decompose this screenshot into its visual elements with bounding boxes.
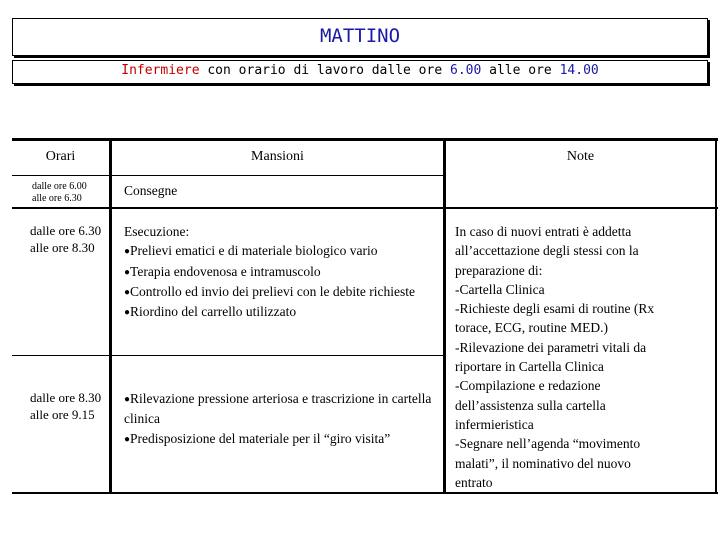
row2-intro: Esecuzione:: [124, 224, 190, 239]
note-line: -Compilazione e redazione: [455, 378, 601, 394]
bullet-icon: ●: [124, 307, 131, 319]
row-divider-2: [12, 207, 718, 209]
row3-time-to: alle ore 9.15: [30, 407, 95, 422]
bullet-icon: ●: [124, 266, 131, 278]
subtitle-start: 6.00: [450, 63, 482, 78]
list-item: ●Riordino del carrello utilizzato: [124, 304, 297, 320]
subtitle-to: alle ore: [489, 63, 552, 78]
note-line: malati”, il nominativo del nuovo: [455, 455, 631, 471]
row1-task: Consegne: [124, 183, 178, 198]
bullet-icon: ●: [124, 433, 131, 445]
bullet-icon: ●: [124, 394, 131, 405]
row2-tasks: [124, 222, 442, 322]
header-note: Note: [566, 149, 595, 164]
subtitle-mid: con orario di lavoro dalle ore: [207, 63, 443, 78]
row2-time-to: alle ore 8.30: [30, 240, 95, 255]
row-divider-3: [12, 355, 446, 356]
note-line: preparazione di:: [455, 262, 543, 278]
header-mansioni: Mansioni: [251, 149, 304, 164]
row-divider-1: [12, 175, 446, 176]
note-line: -Segnare nell’agenda “movimento: [455, 436, 641, 452]
list-item: ●Controllo ed invio dei prelievi con le debite richieste: [124, 283, 415, 299]
col-divider-right: [715, 138, 717, 494]
note-line: dell’assistenza sulla cartella: [455, 397, 606, 413]
header-orari: Orari: [45, 149, 76, 164]
subtitle-end: 14.00: [559, 63, 599, 78]
note-line: infermieristica: [455, 416, 534, 432]
table-bottom-border: [12, 492, 718, 494]
list-item: ●Rilevazione pressione arteriosa e trascrizione in cartella clinica: [124, 391, 432, 427]
col-divider-1: [109, 138, 112, 494]
page-title: MATTINO: [319, 25, 401, 47]
row3-tasks: [124, 389, 442, 449]
subtitle-box: [12, 60, 708, 84]
note-line: torace, ECG, routine MED.): [455, 320, 608, 336]
note-line: -Richieste degli esami di routine (Rx: [455, 301, 655, 317]
row2-time: [30, 222, 108, 256]
note-line: entrato: [455, 474, 493, 490]
row3-time-from: dalle ore 8.30: [30, 390, 102, 405]
bullet-icon: ●: [124, 246, 131, 258]
list-item: ●Terapia endovenosa e intramuscolo: [124, 263, 321, 279]
table-top-border: [12, 138, 718, 141]
subtitle: [13, 63, 707, 78]
notes-cell: [455, 222, 713, 492]
bullet-icon: ●: [124, 286, 131, 298]
title-box: [12, 18, 708, 56]
list-item: ●Prelievi ematici e di materiale biologico vario: [124, 243, 378, 259]
row3-time: [30, 389, 108, 423]
row2-time-from: dalle ore 6.30: [30, 223, 102, 238]
note-line: all’accettazione degli stessi con la: [455, 243, 639, 259]
note-line: -Rilevazione dei parametri vitali da: [455, 339, 647, 355]
note-line: In caso di nuovi entrati è addetta: [455, 224, 632, 239]
row1-time-to: alle ore 6.30: [32, 193, 82, 204]
col-divider-2: [443, 138, 446, 494]
subtitle-role: Infermiere: [121, 63, 200, 78]
note-line: -Cartella Clinica: [455, 281, 545, 297]
row1-time-from: dalle ore 6.00: [32, 181, 87, 192]
list-item: ●Predisposizione del materiale per il “giro visita”: [124, 430, 391, 446]
row1-time: [32, 181, 107, 205]
note-line: riportare in Cartella Clinica: [455, 359, 604, 375]
